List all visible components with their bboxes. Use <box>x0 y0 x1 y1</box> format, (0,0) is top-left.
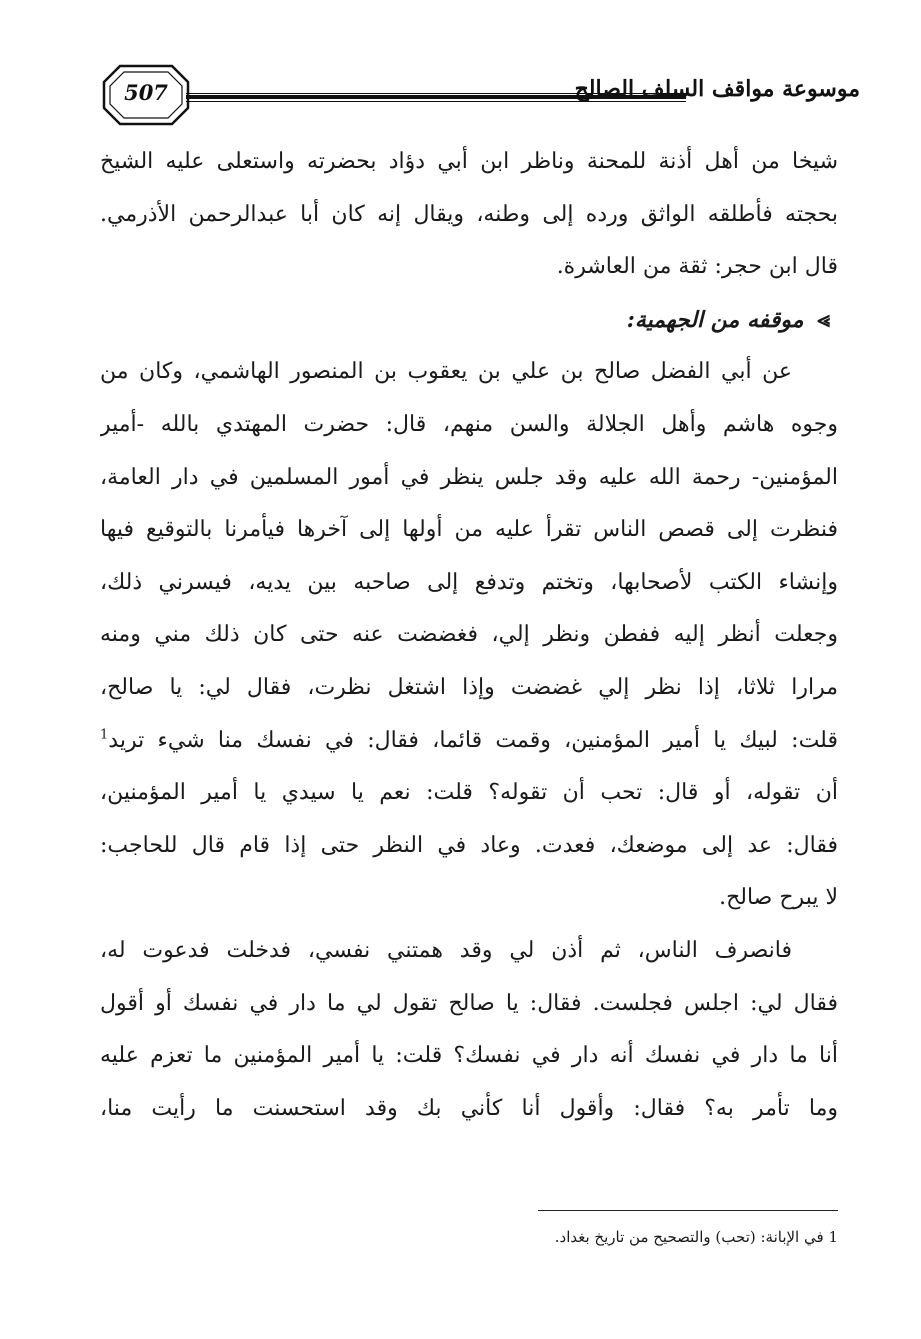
text-line: وجوه هاشم وأهل الجلالة والسن منهم، قال: حضرت المهتدي بالله -أمير <box>100 411 838 437</box>
book-title: موسوعة مواقف السلف الصالح <box>574 76 860 102</box>
text-line: وإنشاء الكتب لأصحابها، وتختم وتدفع إلى صاحبه بين يديه، فيسرني ذلك، <box>100 569 838 595</box>
arrow-bullet-icon: ⪢ <box>817 306 830 333</box>
text-line: قلت: لبيك يا أمير المؤمنين، وقمت قائما، فقال: في نفسك منا شيء تريد <box>108 727 838 753</box>
text-line: وما تأمر به؟ فقال: وأقول أنا كأني بك وقد استحسنت ما رأيت منا، <box>100 1095 838 1121</box>
text-line: مرارا ثلاثا، إذا نظر إلي غضضت وإذا اشتغل نظرت، فقال لي: يا صالح، <box>100 674 838 700</box>
text-line: لا يبرح صالح. <box>719 885 838 911</box>
section-heading <box>100 294 838 347</box>
text-line: أن تقوله، أو قال: تحب أن تقوله؟ قلت: نعم يا سيدي يا أمير المؤمنين، <box>100 780 838 806</box>
text-line: فقال: عد إلى موضعك، فعدت. وعاد في النظر حتى إذا قام قال للحاجب: <box>100 832 838 858</box>
text-line: شيخا من أهل أذنة للمحنة وناظر ابن أبي دؤاد بحضرته واستعلى عليه الشيخ <box>100 149 838 174</box>
text-line: فنظرت إلى قصص الناس تقرأ عليه من أولها إلى آخرها فيأمرنا بالتوقيع فيها <box>100 517 838 543</box>
text-line: فانصرف الناس، ثم أذن لي وقد همتني نفسي، فدخلت فدعوت له، <box>100 937 792 963</box>
footnote-reference[interactable]: 1 <box>100 727 109 743</box>
footnote-number: 1 <box>828 1228 838 1246</box>
text-line-with-footnote <box>100 715 838 768</box>
text-line: المؤمنين- رحمة الله عليه وقد جلس ينظر في أمور المسلمين في دار العامة، <box>100 464 838 490</box>
page-number: 507 <box>124 80 168 105</box>
page-body <box>100 136 838 1135</box>
text-line: فقال لي: اجلس فجلست. فقال: يا صالح تقول لي ما دار في نفسك أو أقول <box>100 990 838 1016</box>
page-number-badge <box>100 62 192 128</box>
footnote-text: في الإبانة: (تحب) والتصحيح من تاريخ بغداد. <box>554 1228 824 1246</box>
text-line: عن أبي الفضل صالح بن علي بن يعقوب بن المنصور الهاشمي، وكان من <box>100 359 792 385</box>
page-header <box>100 62 860 132</box>
section-heading-text: موقفه من الجهمية: <box>626 306 804 333</box>
text-line: بحجته فأطلقه الواثق ورده إلى وطنه، ويقال إنه كان أبا عبدالرحمن الأذرمي. <box>100 201 838 227</box>
text-line: أنا ما دار في نفسك أنه دار في نفسك؟ قلت: يا أمير المؤمنين ما تعزم عليه <box>100 1043 838 1069</box>
text-line: قال ابن حجر: ثقة من العاشرة. <box>556 254 838 280</box>
text-line: وجعلت أنظر إليه ففطن ونظر إلي، فغضضت عنه حتى كان ذلك مني ومنه <box>100 622 838 648</box>
footnote <box>100 1227 838 1247</box>
footnote-divider <box>538 1210 838 1211</box>
